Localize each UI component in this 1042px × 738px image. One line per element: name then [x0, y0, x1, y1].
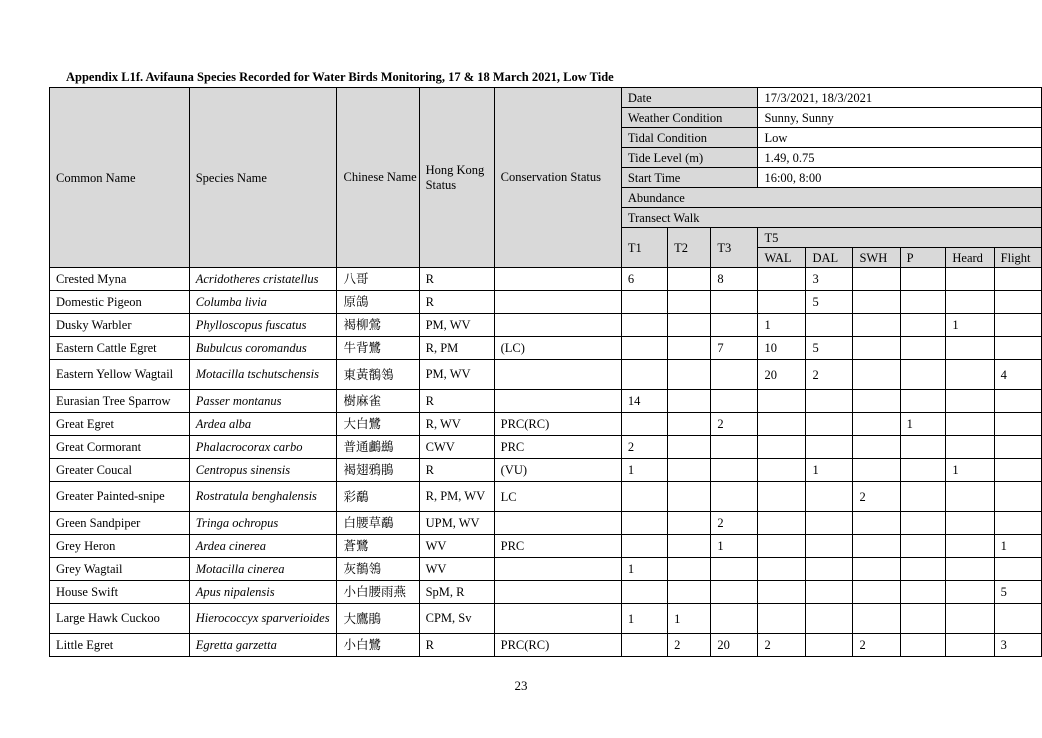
- count-cell-t3: [711, 436, 758, 459]
- header-swh: SWH: [853, 248, 900, 268]
- table-row: [50, 558, 1042, 581]
- count-cell-p: 1: [900, 413, 946, 436]
- count-cell-flight: [994, 558, 1041, 581]
- page-number: 23: [514, 678, 528, 693]
- count-cell-t1: 1: [621, 558, 667, 581]
- info-label-start-time: Start Time: [621, 168, 758, 188]
- conservation-status-cell: [494, 512, 621, 535]
- species-name-cell: Ardea cinerea: [189, 535, 337, 558]
- table-row: [50, 360, 1042, 390]
- chinese-name-cell: 東黃鶺鴒: [337, 360, 419, 390]
- count-cell-t1: [621, 413, 667, 436]
- common-name-cell: Grey Heron: [50, 535, 190, 558]
- chinese-name-cell: 大白鷺: [337, 413, 419, 436]
- count-cell-flight: [994, 413, 1041, 436]
- count-cell-t2: 1: [668, 604, 711, 634]
- count-cell-heard: [946, 634, 994, 657]
- count-cell-flight: 5: [994, 581, 1041, 604]
- table-row: [50, 291, 1042, 314]
- count-cell-swh: [853, 604, 900, 634]
- hk-status-cell: CPM, Sv: [419, 604, 494, 634]
- header-chinese-name: Chinese Name: [337, 88, 419, 268]
- header-t5: T5: [758, 228, 1042, 248]
- count-cell-heard: [946, 604, 994, 634]
- count-cell-wal: [758, 291, 806, 314]
- count-cell-p: [900, 459, 946, 482]
- count-cell-swh: 2: [853, 482, 900, 512]
- count-cell-t2: [668, 291, 711, 314]
- count-cell-p: [900, 634, 946, 657]
- count-cell-heard: [946, 390, 994, 413]
- count-cell-dal: [806, 634, 853, 657]
- table-row: [50, 268, 1042, 291]
- chinese-name-cell: 白腰草鷸: [337, 512, 419, 535]
- count-cell-dal: 5: [806, 337, 853, 360]
- table-row: [50, 413, 1042, 436]
- count-cell-swh: [853, 268, 900, 291]
- info-label-tidal: Tidal Condition: [621, 128, 758, 148]
- count-cell-swh: 2: [853, 634, 900, 657]
- count-cell-heard: [946, 581, 994, 604]
- species-name-cell: Bubulcus coromandus: [189, 337, 337, 360]
- species-name-cell: Acridotheres cristatellus: [189, 268, 337, 291]
- count-cell-dal: [806, 512, 853, 535]
- header-t1: T1: [621, 228, 667, 268]
- conservation-status-cell: [494, 558, 621, 581]
- species-name-cell: Passer montanus: [189, 390, 337, 413]
- info-label-date: Date: [621, 88, 758, 108]
- count-cell-wal: [758, 390, 806, 413]
- common-name-cell: Little Egret: [50, 634, 190, 657]
- hk-status-cell: R: [419, 459, 494, 482]
- table-row: [50, 604, 1042, 634]
- info-value-date: 17/3/2021, 18/3/2021: [758, 88, 1042, 108]
- count-cell-dal: 5: [806, 291, 853, 314]
- count-cell-t3: [711, 390, 758, 413]
- chinese-name-cell: 大鷹鵑: [337, 604, 419, 634]
- hk-status-cell: R, PM, WV: [419, 482, 494, 512]
- count-cell-dal: 3: [806, 268, 853, 291]
- count-cell-t1: 14: [621, 390, 667, 413]
- count-cell-wal: [758, 512, 806, 535]
- table-row: [50, 337, 1042, 360]
- species-name-cell: Motacilla tschutschensis: [189, 360, 337, 390]
- count-cell-heard: 1: [946, 459, 994, 482]
- count-cell-p: [900, 581, 946, 604]
- species-name-cell: Centropus sinensis: [189, 459, 337, 482]
- species-name-cell: Tringa ochropus: [189, 512, 337, 535]
- count-cell-t3: 8: [711, 268, 758, 291]
- count-cell-t2: [668, 337, 711, 360]
- count-cell-t1: [621, 512, 667, 535]
- count-cell-wal: [758, 436, 806, 459]
- count-cell-t3: [711, 558, 758, 581]
- info-label-weather: Weather Condition: [621, 108, 758, 128]
- count-cell-t2: [668, 535, 711, 558]
- hk-status-cell: CWV: [419, 436, 494, 459]
- conservation-status-cell: PRC(RC): [494, 634, 621, 657]
- count-cell-swh: [853, 436, 900, 459]
- count-cell-wal: 10: [758, 337, 806, 360]
- header-common-name: Common Name: [50, 88, 190, 268]
- count-cell-p: [900, 482, 946, 512]
- count-cell-swh: [853, 581, 900, 604]
- hk-status-cell: R, WV: [419, 413, 494, 436]
- common-name-cell: Great Cormorant: [50, 436, 190, 459]
- header-heard: Heard: [946, 248, 994, 268]
- table-title: Appendix L1f. Avifauna Species Recorded for Water Birds Monitoring, 17 & 18 March 2021, Low Tide: [66, 70, 614, 84]
- conservation-status-cell: PRC: [494, 436, 621, 459]
- common-name-cell: Eastern Cattle Egret: [50, 337, 190, 360]
- count-cell-flight: [994, 337, 1041, 360]
- count-cell-t1: [621, 535, 667, 558]
- header-conservation-status: Conservation Status: [494, 88, 621, 268]
- count-cell-t2: 2: [668, 634, 711, 657]
- info-value-tide-level: 1.49, 0.75: [758, 148, 1042, 168]
- count-cell-t1: [621, 581, 667, 604]
- count-cell-dal: [806, 413, 853, 436]
- chinese-name-cell: 褐翅鴉鵑: [337, 459, 419, 482]
- hk-status-cell: WV: [419, 558, 494, 581]
- chinese-name-cell: 原鴿: [337, 291, 419, 314]
- count-cell-t2: [668, 436, 711, 459]
- count-cell-p: [900, 291, 946, 314]
- count-cell-swh: [853, 558, 900, 581]
- info-value-start-time: 16:00, 8:00: [758, 168, 1042, 188]
- common-name-cell: Dusky Warbler: [50, 314, 190, 337]
- count-cell-t2: [668, 314, 711, 337]
- count-cell-t1: 2: [621, 436, 667, 459]
- count-cell-t2: [668, 413, 711, 436]
- info-value-weather: Sunny, Sunny: [758, 108, 1042, 128]
- count-cell-swh: [853, 459, 900, 482]
- header-wal: WAL: [758, 248, 806, 268]
- species-name-cell: Rostratula benghalensis: [189, 482, 337, 512]
- conservation-status-cell: (LC): [494, 337, 621, 360]
- count-cell-swh: [853, 360, 900, 390]
- count-cell-dal: [806, 558, 853, 581]
- table-row: [50, 314, 1042, 337]
- count-cell-wal: 2: [758, 634, 806, 657]
- count-cell-swh: [853, 512, 900, 535]
- common-name-cell: Eurasian Tree Sparrow: [50, 390, 190, 413]
- count-cell-t1: [621, 482, 667, 512]
- species-name-cell: Phalacrocorax carbo: [189, 436, 337, 459]
- count-cell-t2: [668, 360, 711, 390]
- count-cell-wal: [758, 268, 806, 291]
- conservation-status-cell: PRC(RC): [494, 413, 621, 436]
- count-cell-wal: [758, 558, 806, 581]
- hk-status-cell: R: [419, 634, 494, 657]
- header-p: P: [900, 248, 946, 268]
- count-cell-dal: 1: [806, 459, 853, 482]
- chinese-name-cell: 灰鶺鴒: [337, 558, 419, 581]
- header-dal: DAL: [806, 248, 853, 268]
- count-cell-t3: [711, 459, 758, 482]
- abundance-header: Abundance: [621, 188, 1041, 208]
- header-species-name: Species Name: [189, 88, 337, 268]
- common-name-cell: Great Egret: [50, 413, 190, 436]
- count-cell-flight: [994, 436, 1041, 459]
- common-name-cell: Greater Painted-snipe: [50, 482, 190, 512]
- count-cell-t3: 2: [711, 512, 758, 535]
- table-row: [50, 482, 1042, 512]
- count-cell-p: [900, 390, 946, 413]
- count-cell-p: [900, 268, 946, 291]
- count-cell-p: [900, 512, 946, 535]
- count-cell-flight: [994, 314, 1041, 337]
- count-cell-t2: [668, 558, 711, 581]
- count-cell-flight: 4: [994, 360, 1041, 390]
- chinese-name-cell: 八哥: [337, 268, 419, 291]
- header-hk-status: Hong Kong Status: [419, 88, 494, 268]
- chinese-name-cell: 樹麻雀: [337, 390, 419, 413]
- count-cell-swh: [853, 314, 900, 337]
- conservation-status-cell: [494, 581, 621, 604]
- count-cell-p: [900, 535, 946, 558]
- common-name-cell: Green Sandpiper: [50, 512, 190, 535]
- count-cell-wal: [758, 413, 806, 436]
- common-name-cell: Grey Wagtail: [50, 558, 190, 581]
- transect-walk-header: Transect Walk: [621, 208, 1041, 228]
- species-name-cell: Ardea alba: [189, 413, 337, 436]
- count-cell-heard: [946, 413, 994, 436]
- hk-status-cell: WV: [419, 535, 494, 558]
- common-name-cell: Greater Coucal: [50, 459, 190, 482]
- conservation-status-cell: [494, 390, 621, 413]
- count-cell-t2: [668, 459, 711, 482]
- count-cell-swh: [853, 291, 900, 314]
- conservation-status-cell: [494, 360, 621, 390]
- common-name-cell: Large Hawk Cuckoo: [50, 604, 190, 634]
- count-cell-dal: [806, 581, 853, 604]
- hk-status-cell: PM, WV: [419, 314, 494, 337]
- chinese-name-cell: 普通鸕鷀: [337, 436, 419, 459]
- count-cell-heard: [946, 268, 994, 291]
- count-cell-t1: [621, 337, 667, 360]
- header-t3: T3: [711, 228, 758, 268]
- count-cell-t3: [711, 604, 758, 634]
- info-value-tidal: Low: [758, 128, 1042, 148]
- count-cell-wal: [758, 535, 806, 558]
- count-cell-flight: [994, 604, 1041, 634]
- table-row: [50, 512, 1042, 535]
- count-cell-dal: 2: [806, 360, 853, 390]
- count-cell-p: [900, 360, 946, 390]
- species-name-cell: Motacilla cinerea: [189, 558, 337, 581]
- count-cell-t1: 6: [621, 268, 667, 291]
- count-cell-p: [900, 314, 946, 337]
- count-cell-dal: [806, 482, 853, 512]
- count-cell-flight: [994, 459, 1041, 482]
- count-cell-t3: 1: [711, 535, 758, 558]
- species-name-cell: Hierococcyx sparverioides: [189, 604, 337, 634]
- count-cell-t3: 2: [711, 413, 758, 436]
- count-cell-heard: [946, 337, 994, 360]
- count-cell-wal: 20: [758, 360, 806, 390]
- count-cell-dal: [806, 604, 853, 634]
- count-cell-t2: [668, 268, 711, 291]
- chinese-name-cell: 蒼鷺: [337, 535, 419, 558]
- count-cell-flight: [994, 291, 1041, 314]
- chinese-name-cell: 小白鷺: [337, 634, 419, 657]
- hk-status-cell: PM, WV: [419, 360, 494, 390]
- species-name-cell: Phylloscopus fuscatus: [189, 314, 337, 337]
- count-cell-t2: [668, 390, 711, 413]
- hk-status-cell: SpM, R: [419, 581, 494, 604]
- count-cell-p: [900, 436, 946, 459]
- count-cell-t3: [711, 581, 758, 604]
- count-cell-t3: [711, 314, 758, 337]
- conservation-status-cell: [494, 604, 621, 634]
- count-cell-t3: 20: [711, 634, 758, 657]
- count-cell-wal: [758, 459, 806, 482]
- conservation-status-cell: LC: [494, 482, 621, 512]
- chinese-name-cell: 褐柳鶯: [337, 314, 419, 337]
- count-cell-t2: [668, 581, 711, 604]
- info-label-tide-level: Tide Level (m): [621, 148, 758, 168]
- count-cell-wal: [758, 581, 806, 604]
- count-cell-wal: [758, 604, 806, 634]
- count-cell-t2: [668, 482, 711, 512]
- count-cell-swh: [853, 535, 900, 558]
- count-cell-flight: 1: [994, 535, 1041, 558]
- count-cell-heard: [946, 482, 994, 512]
- chinese-name-cell: 彩鷸: [337, 482, 419, 512]
- common-name-cell: House Swift: [50, 581, 190, 604]
- table-row: [50, 535, 1042, 558]
- species-name-cell: Columba livia: [189, 291, 337, 314]
- count-cell-heard: [946, 512, 994, 535]
- count-cell-t3: [711, 360, 758, 390]
- header-t2: T2: [668, 228, 711, 268]
- count-cell-flight: 3: [994, 634, 1041, 657]
- count-cell-heard: [946, 558, 994, 581]
- count-cell-flight: [994, 268, 1041, 291]
- count-cell-wal: [758, 482, 806, 512]
- count-cell-wal: 1: [758, 314, 806, 337]
- count-cell-flight: [994, 390, 1041, 413]
- count-cell-p: [900, 558, 946, 581]
- count-cell-dal: [806, 436, 853, 459]
- species-name-cell: Egretta garzetta: [189, 634, 337, 657]
- count-cell-p: [900, 604, 946, 634]
- header-flight: Flight: [994, 248, 1041, 268]
- count-cell-t1: 1: [621, 459, 667, 482]
- chinese-name-cell: 小白腰雨燕: [337, 581, 419, 604]
- table-row: [50, 436, 1042, 459]
- count-cell-heard: [946, 535, 994, 558]
- conservation-status-cell: [494, 314, 621, 337]
- conservation-status-cell: [494, 268, 621, 291]
- count-cell-heard: [946, 436, 994, 459]
- hk-status-cell: R: [419, 390, 494, 413]
- table-row: [50, 634, 1042, 657]
- common-name-cell: Crested Myna: [50, 268, 190, 291]
- conservation-status-cell: PRC: [494, 535, 621, 558]
- common-name-cell: Domestic Pigeon: [50, 291, 190, 314]
- count-cell-t3: [711, 291, 758, 314]
- count-cell-flight: [994, 512, 1041, 535]
- count-cell-p: [900, 337, 946, 360]
- table-row: [50, 581, 1042, 604]
- count-cell-dal: [806, 390, 853, 413]
- count-cell-t1: 1: [621, 604, 667, 634]
- count-cell-swh: [853, 337, 900, 360]
- count-cell-swh: [853, 413, 900, 436]
- count-cell-flight: [994, 482, 1041, 512]
- species-table: [49, 87, 1042, 657]
- count-cell-t1: [621, 360, 667, 390]
- conservation-status-cell: [494, 291, 621, 314]
- chinese-name-cell: 牛背鷺: [337, 337, 419, 360]
- table-row: [50, 390, 1042, 413]
- hk-status-cell: UPM, WV: [419, 512, 494, 535]
- species-name-cell: Apus nipalensis: [189, 581, 337, 604]
- table-row: [50, 459, 1042, 482]
- hk-status-cell: R, PM: [419, 337, 494, 360]
- common-name-cell: Eastern Yellow Wagtail: [50, 360, 190, 390]
- count-cell-t1: [621, 314, 667, 337]
- count-cell-heard: [946, 291, 994, 314]
- count-cell-swh: [853, 390, 900, 413]
- hk-status-cell: R: [419, 291, 494, 314]
- count-cell-dal: [806, 314, 853, 337]
- count-cell-t3: 7: [711, 337, 758, 360]
- hk-status-cell: R: [419, 268, 494, 291]
- count-cell-heard: [946, 360, 994, 390]
- conservation-status-cell: (VU): [494, 459, 621, 482]
- count-cell-t1: [621, 634, 667, 657]
- count-cell-dal: [806, 535, 853, 558]
- count-cell-t1: [621, 291, 667, 314]
- count-cell-t2: [668, 512, 711, 535]
- count-cell-heard: 1: [946, 314, 994, 337]
- count-cell-t3: [711, 482, 758, 512]
